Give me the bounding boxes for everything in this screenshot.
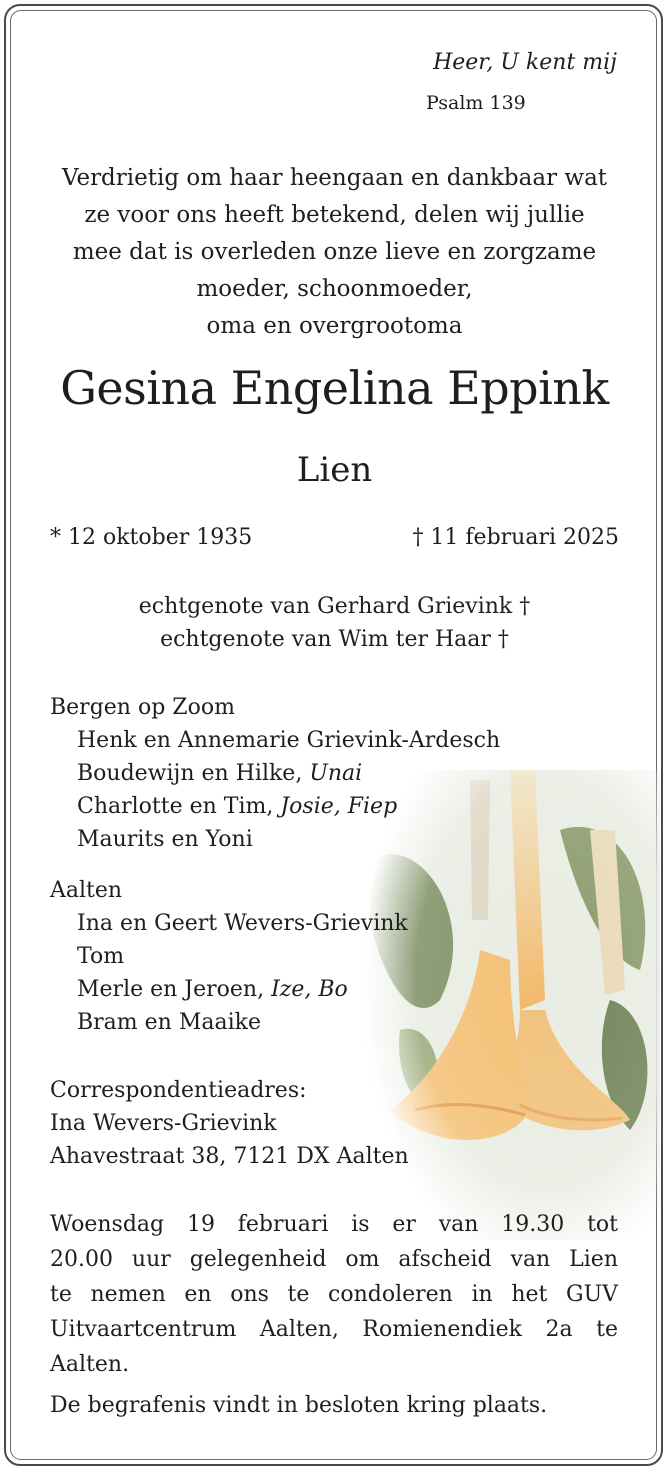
notice-line: Uitvaartcentrum Aalten, Romienendiek 2a te <box>50 1317 618 1342</box>
family-line: Tom <box>77 944 125 969</box>
intro-line: oma en overgrootoma <box>206 313 463 339</box>
correspondence-street: Ahavestraat 38, 7121 DX Aalten <box>50 1144 409 1169</box>
family-line <box>50 790 500 823</box>
family-line: Maurits en Yoni <box>77 827 253 852</box>
family-place: Aalten <box>50 878 123 903</box>
visitation-notice <box>50 1207 618 1382</box>
family-aalten <box>50 874 408 1039</box>
psalm-reference: Psalm 139 <box>426 92 526 114</box>
notice-line: Aalten. <box>50 1352 130 1377</box>
intro-text <box>40 160 629 345</box>
family-line: Bram en Maaike <box>77 1010 261 1035</box>
family-line: Ina en Geert Wevers-Grievink <box>77 911 408 936</box>
notice-line: te nemen en ons te condoleren in het GUV <box>50 1282 618 1307</box>
deceased-nickname: Lien <box>296 450 373 490</box>
spouse-line: echtgenote van Wim ter Haar † <box>160 627 509 652</box>
notice-line: Woensdag 19 februari is er van 19.30 tot <box>50 1212 618 1237</box>
family-line <box>50 973 408 1006</box>
family-children: Unai <box>309 761 363 786</box>
family-line <box>50 757 500 790</box>
family-parents: Charlotte en Tim, <box>77 794 281 819</box>
motto-text: Heer, U kent mij <box>433 50 617 75</box>
notice-line: 20.00 uur gelegenheid om afscheid van Lien <box>50 1247 618 1272</box>
intro-line: Verdrietig om haar heengaan en dankbaar wat <box>61 165 608 191</box>
intro-line: ze voor ons heeft betekend, delen wij jullie <box>84 202 585 228</box>
funeral-text: De begrafenis vindt in besloten kring plaats. <box>50 1393 548 1418</box>
family-parents: Merle en Jeroen, <box>77 977 272 1002</box>
intro-line: mee dat is overleden onze lieve en zorgzame <box>72 239 597 265</box>
birth-date: * 12 oktober 1935 <box>50 525 253 550</box>
death-date: † 11 februari 2025 <box>412 525 619 550</box>
family-bergen-op-zoom <box>50 691 500 856</box>
correspondence-name: Ina Wevers-Grievink <box>50 1111 277 1136</box>
deceased-name: Gesina Engelina Eppink <box>60 361 609 415</box>
family-children: Ize, Bo <box>271 977 348 1002</box>
family-line: Henk en Annemarie Grievink-Ardesch <box>77 728 501 753</box>
family-place: Bergen op Zoom <box>50 695 235 720</box>
intro-line: moeder, schoonmoeder, <box>196 276 473 302</box>
spouse-line: echtgenote van Gerhard Grievink † <box>138 594 531 619</box>
correspondence-label: Correspondentieadres: <box>50 1078 307 1103</box>
family-parents: Boudewijn en Hilke, <box>77 761 310 786</box>
family-children: Josie, Fiep <box>280 794 398 819</box>
spouses <box>20 590 649 656</box>
correspondence-address <box>50 1074 409 1173</box>
